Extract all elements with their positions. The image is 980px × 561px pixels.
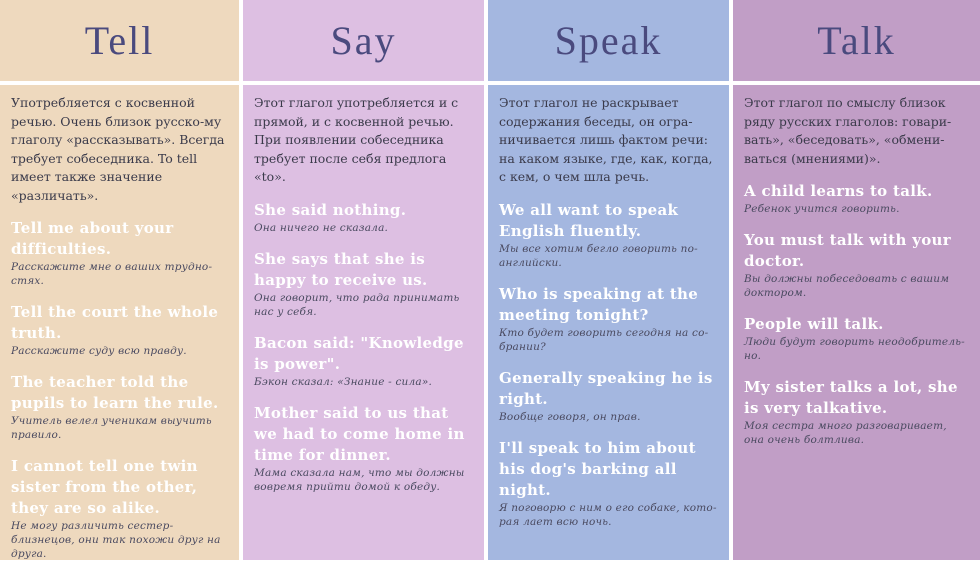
example-russian: Вообще говоря, он прав. [499, 410, 641, 423]
example [744, 181, 969, 216]
example-english: Tell the court the whole truth. [11, 303, 219, 342]
column-tell [0, 0, 239, 560]
example-english: Mother said to us that we had to come home in time for dinner. [254, 403, 465, 464]
example [744, 230, 969, 300]
example-russian: Мама сказала нам, что мы должны вовремя прийти домой к обеду. [254, 466, 465, 493]
example-russian: Мы все хотим бегло говорить по-английски. [499, 242, 698, 269]
intro-text: Этот глагол по смыслу близок ряду русских глаголов: говари-вать», «беседовать», «обмени-ваться (мнениями)». [744, 95, 952, 166]
example [499, 438, 718, 529]
intro-text: Этот глагол не раскрывает содержания беседы, он огра-ничивается лишь фактом речи: на каком языке, где, как, когда, с кем, о чем шла речь. [499, 95, 713, 184]
example-english: Who is speaking at the meeting tonight? [499, 284, 699, 324]
example-english: She said nothing. [254, 200, 407, 219]
example-english: Generally speaking he is right. [499, 368, 713, 408]
example-english: She says that she is happy to receive us. [254, 249, 428, 289]
example [11, 456, 228, 561]
column-speak [488, 0, 729, 560]
example-english: A child learns to talk. [744, 182, 933, 200]
example [11, 218, 228, 288]
intro-text: Этот глагол употребляется и с прямой, и с косвенной речью. При появлении собеседника требует после себя предлога «to». [254, 95, 459, 184]
example [744, 377, 969, 447]
example-english: The teacher told the pupils to learn the rule. [11, 373, 219, 412]
example-russian: Не могу различить сестер-близнецов, они так похожи друг на друга. [11, 520, 221, 560]
example [254, 200, 473, 235]
example [499, 284, 718, 354]
column-title: Speak [554, 18, 663, 63]
example-english: People will talk. [744, 315, 884, 333]
example [499, 200, 718, 270]
example-russian: Я поговорю с ним о его собаке, кото-рая лает всю ночь. [499, 501, 717, 528]
example [499, 368, 718, 424]
example-english: You must talk with your doctor. [744, 231, 951, 270]
example [254, 333, 473, 389]
example [254, 249, 473, 319]
example [11, 372, 228, 442]
column-talk [733, 0, 980, 560]
example-russian: Она ничего не сказала. [254, 221, 389, 234]
example-russian: Она говорит, что рада принимать нас у себя. [254, 291, 460, 318]
example-russian: Люди будут говорить неодобритель-но. [744, 336, 965, 362]
column-body [0, 85, 239, 560]
example-english: I'll speak to him about his dog's barking all night. [499, 438, 696, 499]
example-russian: Бэкон сказал: «Знание - сила». [254, 375, 433, 388]
column-header [488, 0, 729, 81]
column-body [488, 85, 729, 560]
column-title: Tell [84, 18, 155, 63]
column-say [243, 0, 484, 560]
example-english: My sister talks a lot, she is very talkative. [744, 378, 958, 417]
example-russian: Учитель велел ученикам выучить правило. [11, 415, 212, 441]
example-english: Tell me about your difficulties. [11, 219, 174, 258]
column-body [733, 85, 980, 560]
intro-text: Употребляется с косвенной речью. Очень близок русско-му глаголу «рассказывать». Всегда требует собеседника. To tell имеет также значение «различать». [11, 95, 225, 203]
example-russian: Расскажите мне о ваших трудно-стях. [11, 261, 213, 287]
column-body [243, 85, 484, 560]
example-english: We all want to speak English fluently. [499, 200, 679, 240]
example-russian: Кто будет говорить сегодня на со-брании? [499, 326, 709, 353]
column-title: Talk [817, 18, 896, 63]
column-header [733, 0, 980, 81]
example-russian: Моя сестра много разговаривает, она очень болтлива. [744, 420, 947, 446]
example-russian: Вы должны побеседовать с вашим доктором. [744, 273, 950, 299]
example [744, 314, 969, 363]
example-english: I cannot tell one twin sister from the other, they are so alike. [11, 457, 198, 517]
example-russian: Ребенок учится говорить. [744, 203, 900, 215]
example [254, 403, 473, 494]
example [11, 302, 228, 358]
column-header [243, 0, 484, 81]
column-header [0, 0, 239, 81]
example-russian: Расскажите суду всю правду. [11, 345, 187, 357]
column-title: Say [330, 18, 397, 63]
example-english: Bacon said: "Knowledge is power". [254, 333, 464, 373]
